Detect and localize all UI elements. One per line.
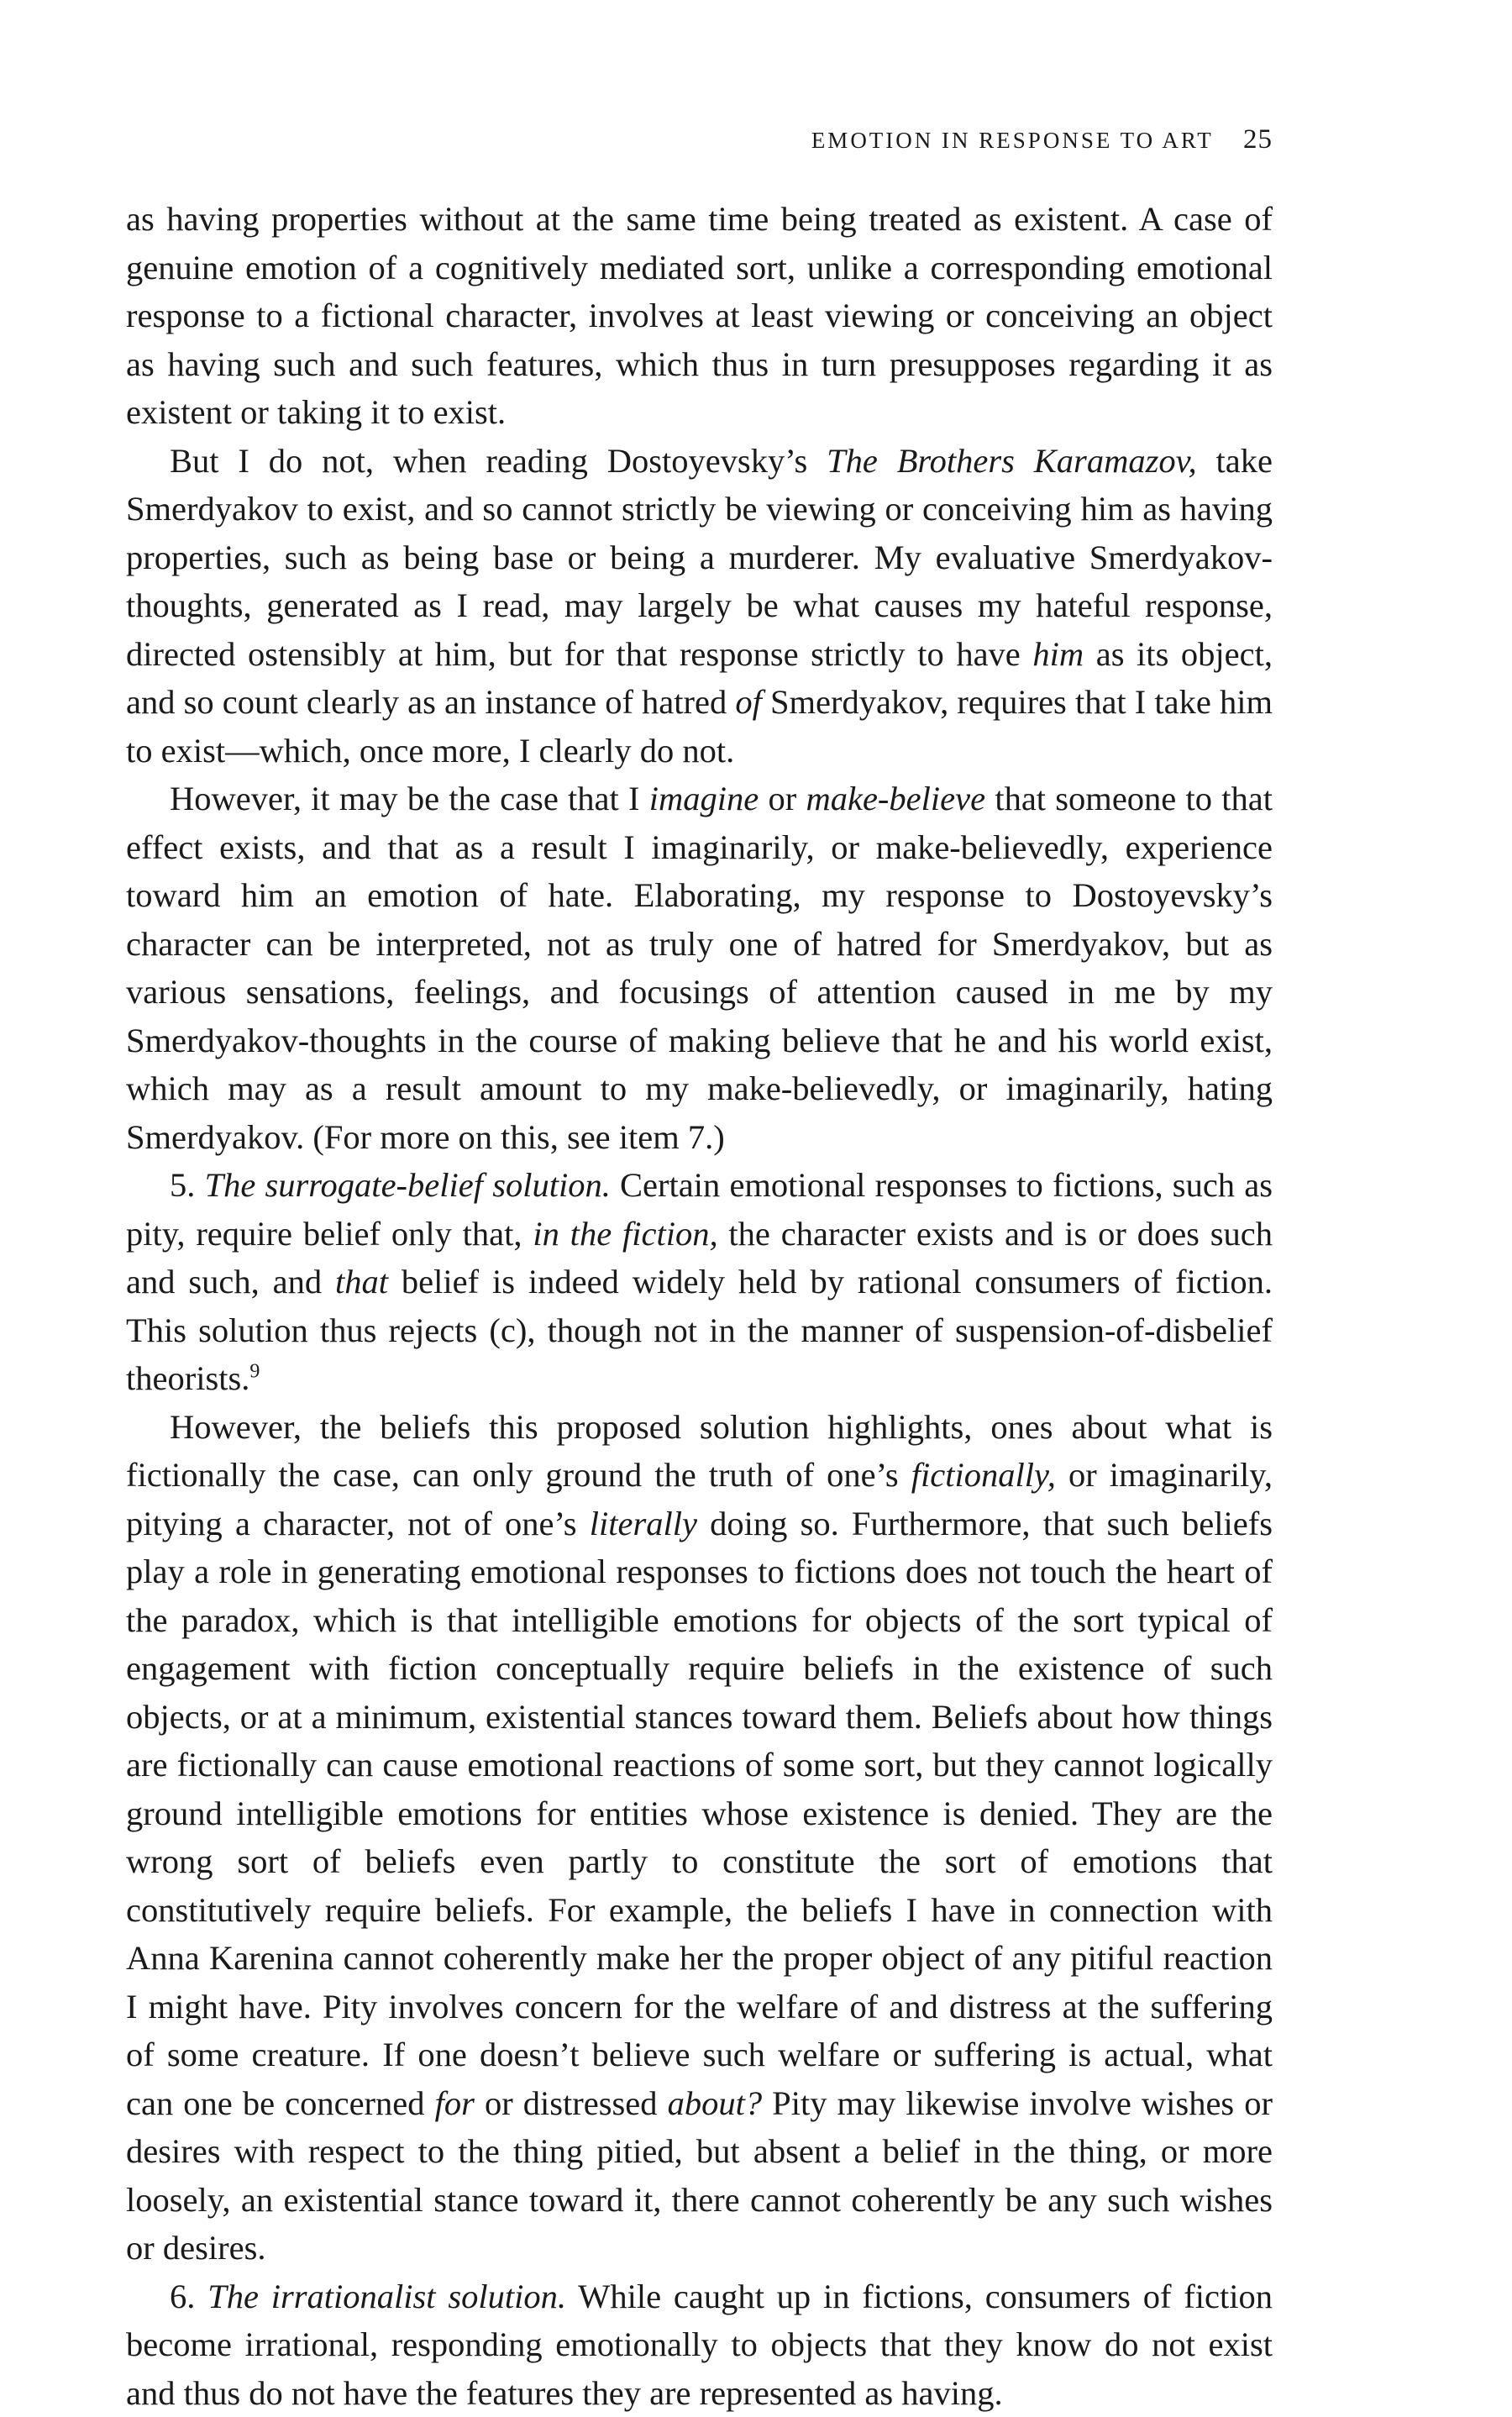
text-run: doing so. Furthermore, that such beliefs play a role in generating emotional responses to fictions does not touch the heart of the paradox, which is that intelligible emotions for objects of the sort typical of engagement with fiction conceptually require beliefs in the existence of such objects, or at a minimum, existential stances toward them. Beliefs about how things are fictionally can cause emotional reactions of some sort, but they cannot logically ground intelligible emotions for entities whose existence is denied. They are the wrong sort of beliefs even partly to constitute the sort of emotions that constitutively require beliefs. For example, the beliefs I have in connection with Anna Karenina cannot coherently make her the proper object of any pitiful reaction I might have. Pity involves concern for the welfare of and distress at the suffering of some creature. If one doesn’t believe such welfare or suffering is actual, what can one be concerned [126, 1505, 1273, 2122]
italic-text: fictionally, [911, 1456, 1056, 1494]
text-run: But I do not, when reading Dostoyevsky’s [170, 442, 827, 480]
text-run: 6. [170, 2278, 207, 2315]
text-run: or distressed [475, 2084, 668, 2122]
text-run: Pity may likewise involve wishes or desires with respect to the thing pitied, but absent a belief in the thing, or more loosely, an existential stance toward it, there cannot coherently be any such wishes or desires. [126, 2084, 1273, 2267]
text-run: or imaginarily, pitying a character, not of one’s [126, 1456, 1273, 1542]
italic-text: him [1032, 635, 1084, 673]
text-run: However, it may be the case that I [170, 780, 649, 817]
text-run: take Smerdyakov to exist, and so cannot strictly be viewing or conceiving him as having properties, such as being base or being a murderer. My evaluative Smerdyakov-thoughts, generated as I read, may largely be what causes my hateful response, directed ostensibly at him, but for that response strictly to have [126, 442, 1273, 673]
paragraph [126, 437, 1273, 775]
text-run: Smerdyakov, requires that I take him to exist—which, once more, I clearly do not. [126, 683, 1273, 770]
italic-text: for [435, 2084, 475, 2122]
italic-text: that [335, 1263, 388, 1300]
italic-text: make-believe [806, 780, 985, 817]
text-run: the character exists and is or does such and such, and [126, 1215, 1273, 1301]
body-text [126, 195, 1273, 2417]
italic-text: The Brothers Karamazov, [827, 442, 1197, 480]
text-run: 5. [170, 1166, 205, 1204]
italic-text: of [735, 683, 762, 721]
paragraph [126, 775, 1273, 1161]
text-run: While caught up in fictions, consumers of fiction become irrational, responding emotionally to objects that they know do not exist and thus do not have the features they are represented as having. [126, 2278, 1273, 2412]
text-run: However, the beliefs this proposed solution highlights, ones about what is fictionally the case, can only ground the truth of one’s [126, 1408, 1273, 1495]
italic-text: The irrationalist solution. [207, 2278, 566, 2315]
text-run: or [759, 780, 806, 817]
text-run: that someone to that effect exists, and that as a result I imaginarily, or make-believedly, experience toward him an emotion of hate. Elaborating, my response to Dostoyevsky’s character can be interpreted, not as truly one of hatred for Smerdyakov, but as various sensations, feelings, and focusings of attention caused in me by my Smerdyakov-thoughts in the course of making believe that he and his world exist, which may as a result amount to my make-believedly, or imaginarily, hating Smerdyakov. (For more on this, see item 7.) [126, 780, 1273, 1156]
text-run: as having properties without at the same time being treated as existent. A case of genuine emotion of a cognitively mediated sort, unlike a corresponding emotional response to a fictional character, involves at least viewing or conceiving an object as having such and such features, which thus in turn presupposes regarding it as existent or taking it to exist. [126, 200, 1273, 431]
italic-text: imagine [649, 780, 759, 817]
text-run: belief is indeed widely held by rational consumers of fiction. This solution thus rejects (c), though not in the manner of suspension-of-disbelief theorists. [126, 1263, 1273, 1397]
running-title: EMOTION IN RESPONSE TO ART [811, 128, 1213, 153]
footnote-marker: 9 [249, 1361, 260, 1383]
running-header [0, 124, 1273, 155]
paragraph [126, 2273, 1273, 2417]
paragraph [126, 1403, 1273, 2273]
italic-text: about? [668, 2084, 763, 2122]
italic-text: in the fiction, [533, 1215, 717, 1253]
italic-text: literally [590, 1505, 697, 1542]
text-run: as its object, and so count clearly as an instance of hatred [126, 635, 1273, 722]
italic-text: The surrogate-belief solution. [205, 1166, 611, 1204]
page-number: 25 [1243, 124, 1273, 155]
text-run: Certain emotional responses to fictions, such as pity, require belief only that, [126, 1166, 1273, 1253]
paragraph [126, 1161, 1273, 1403]
paragraph [126, 195, 1273, 437]
